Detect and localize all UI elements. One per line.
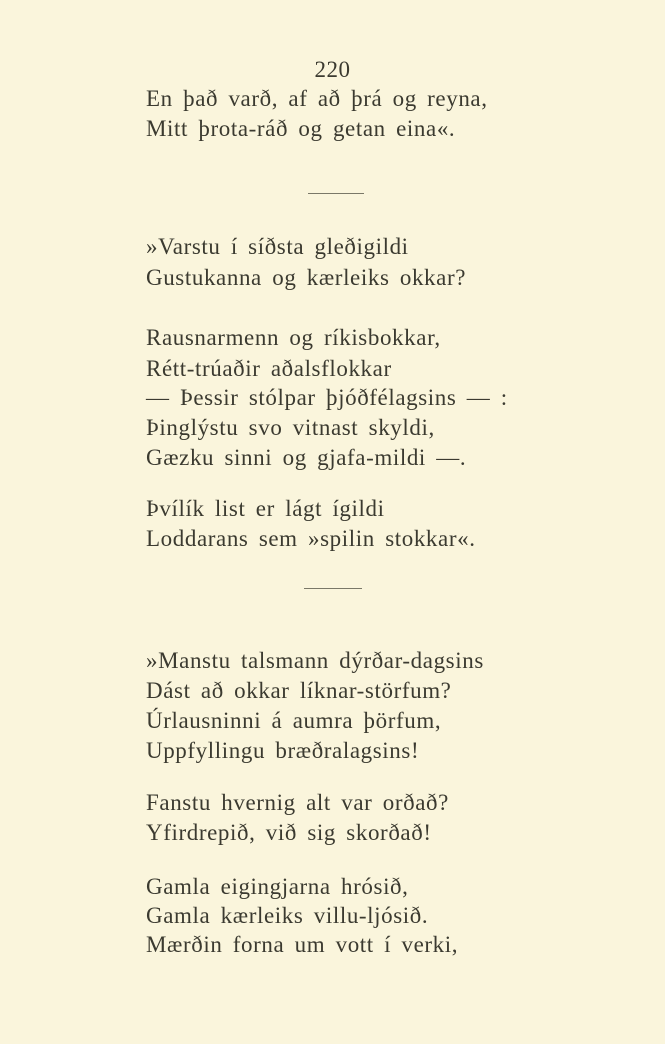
section-divider bbox=[308, 193, 364, 194]
poem-line: Gustukanna og kærleiks okkar? bbox=[146, 265, 467, 290]
poem-line: »Manstu talsmann dýrðar-dagsins bbox=[146, 648, 484, 673]
poem-line: Gamla kærleiks villu-ljósið. bbox=[146, 903, 429, 928]
poem-line: — Þessir stólpar þjóðfélagsins — : bbox=[146, 385, 508, 410]
poem-line: Loddarans sem »spilin stokkar«. bbox=[146, 526, 476, 551]
poem-line: Yfirdrepið, við sig skorðað! bbox=[146, 820, 432, 845]
section-divider bbox=[304, 588, 362, 589]
poem-line: Gæzku sinni og gjafa-mildi —. bbox=[146, 445, 467, 470]
poem-line: Rétt-trúaðir aðalsflokkar bbox=[146, 356, 392, 381]
poem-line: Fanstu hvernig alt var orðað? bbox=[146, 790, 449, 815]
poem-line: Þinglýstu svo vitnast skyldi, bbox=[146, 415, 435, 440]
poem-line: Uppfyllingu bræðralagsins! bbox=[146, 738, 420, 763]
poem-line: Rausnarmenn og ríkisbokkar, bbox=[146, 325, 441, 350]
poem-line: Mærðin forna um vott í verki, bbox=[146, 932, 459, 957]
page-number: 220 bbox=[314, 57, 351, 82]
poem-line: En það varð, af að þrá og reyna, bbox=[146, 86, 488, 111]
poem-line: Dást að okkar líknar-störfum? bbox=[146, 678, 452, 703]
poem-line: Gamla eigingjarna hrósið, bbox=[146, 874, 409, 899]
poem-line: Þvílík list er lágt ígildi bbox=[146, 496, 385, 521]
poem-line: Mitt þrota-ráð og getan eina«. bbox=[146, 116, 456, 141]
poem-line: Úrlausninni á aumra þörfum, bbox=[146, 708, 442, 733]
poem-line: »Varstu í síðsta gleðigildi bbox=[146, 234, 409, 259]
